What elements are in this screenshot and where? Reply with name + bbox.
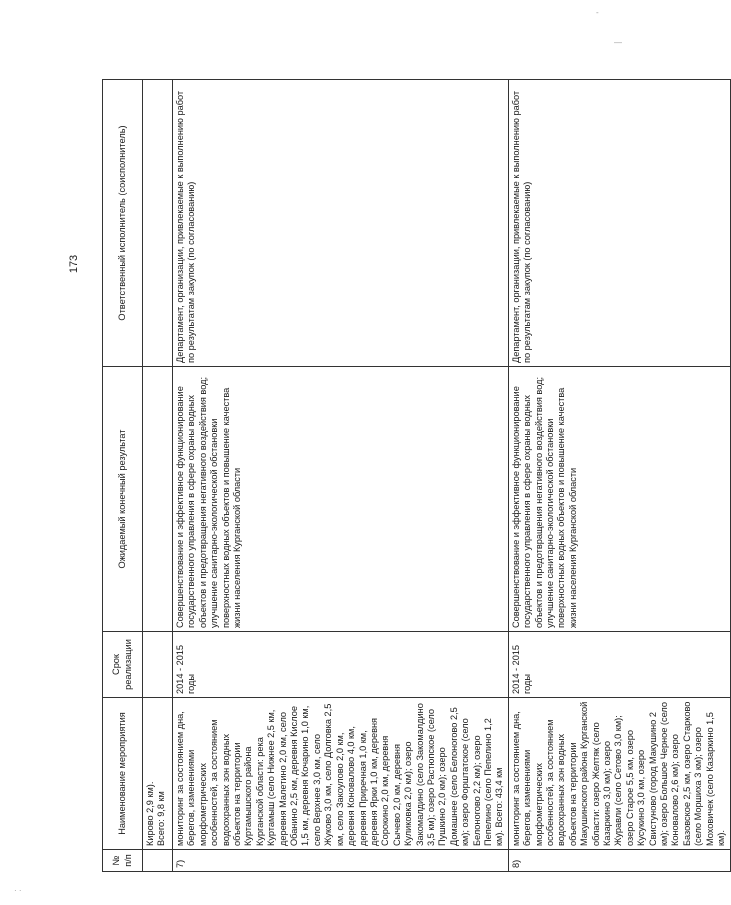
cell-result xyxy=(143,367,173,632)
header-measure-name: Наименование мероприятия xyxy=(103,698,143,850)
rotated-table-container xyxy=(102,80,727,872)
cell-measure-name xyxy=(143,698,173,850)
cell-number xyxy=(143,850,173,872)
cell-executor: Департамент, организации, привлекаемые к выполнению работ по результатам закупок (по согласованию) xyxy=(508,80,730,367)
cell-number: 7) xyxy=(173,850,509,872)
header-period: Срок реализации xyxy=(103,632,143,698)
scan-mark-right: — xyxy=(614,38,622,47)
cell-result: Совершенствование и эффективное функционирование государственного управления в сфере охраны водных объектов и предотвращения негативного воздействия вод; улучшение санитарно-экологической обстановки поверхностных водных объектов и повышение качества жизни населения Курганской области xyxy=(508,367,730,632)
cell-measure-name: мониторинг за состоянием дна, берегов, изменениями морфометрических особенностей, за состоянием водоохранных зон водных объектов на территории Макушинского района Курганской области: озеро Желтяк (село Казаркино 3,0 км); озеро Журавли (село Сетово 3,0 км); озеро Старое 5,5 км, озеро Кусукино 3,0 км, озеро Свистуново (город Макушино 2 км); озеро Большое Черное (село Коновалово 2,6 км); озеро Базовское 2,5 км, озеро Старково (село Моршиха 3 км); озеро Моховичек (село Казаркино 1,5 км). xyxy=(508,698,730,850)
table-row xyxy=(508,80,730,872)
table-header-row xyxy=(103,80,143,872)
scan-mark-top: - xyxy=(596,8,599,17)
header-result: Ожидаемый конечный результат xyxy=(103,367,143,632)
measures-table xyxy=(102,79,731,872)
cell-measure-name: мониторинг за состоянием дна, берегов, изменениями морфометрических особенностей, за состоянием водоохранных зон водных объектов на территории Куртамышского района Курганской области: река Куртамыш (село Нижнее 2,5 км, деревня Малетино 2,0 км, село Обанино 2,5 км, деревня Кислое 1,5 км, деревня Кочарино 1,0 км, село Верхнее 3,0 км, село Жуково 3,0 км, село Долговка 2,5 км, село Закоулово 2,0 км, деревня Коновалово 4,0 км, деревня Приречная 1,0 км, деревня Ярки 1,0 км, деревня Сорокино 2,0 км, деревня Сычево 2,0 км, деревня Куликовка 2,0 км); озеро Закомалдино (село Закомалдино 3,5 км); озеро Растюпское (село Пушкино 2,0 км); озеро Домашнее (село Белоногово 2,5 км); озеро Форштатское (село Белоногово 2,2 км); озеро Пепелино (село Пепелино 1,2 км). Всего: 43,4 км xyxy=(173,698,509,850)
header-number: № п/п xyxy=(103,850,143,872)
header-executor: Ответственный исполнитель (соисполнитель) xyxy=(103,80,143,367)
continuation-total: Всего: 9,8 км xyxy=(156,791,167,846)
cell-result: Совершенствование и эффективное функционирование государственного управления в сфере охраны водных объектов и предотвращения негативного воздействия вод; улучшение санитарно-экологической обстановки поверхностных водных объектов и повышение качества жизни населения Курганской области xyxy=(173,367,509,632)
table-row xyxy=(173,80,509,872)
cell-executor: Департамент, организации, привлекаемые к выполнению работ по результатам закупок (по согласованию) xyxy=(173,80,509,367)
cell-period: 2014 - 2015 годы xyxy=(173,632,509,698)
page-number: 173 xyxy=(68,254,81,274)
scan-mark-bottom: · · xyxy=(14,886,22,895)
cell-period: 2014 - 2015 годы xyxy=(508,632,730,698)
cell-period xyxy=(143,632,173,698)
cell-number: 8) xyxy=(508,850,730,872)
cell-executor xyxy=(143,80,173,367)
continuation-line: Кирово 2,9 км). xyxy=(145,781,155,846)
table-row-continuation xyxy=(143,80,173,872)
